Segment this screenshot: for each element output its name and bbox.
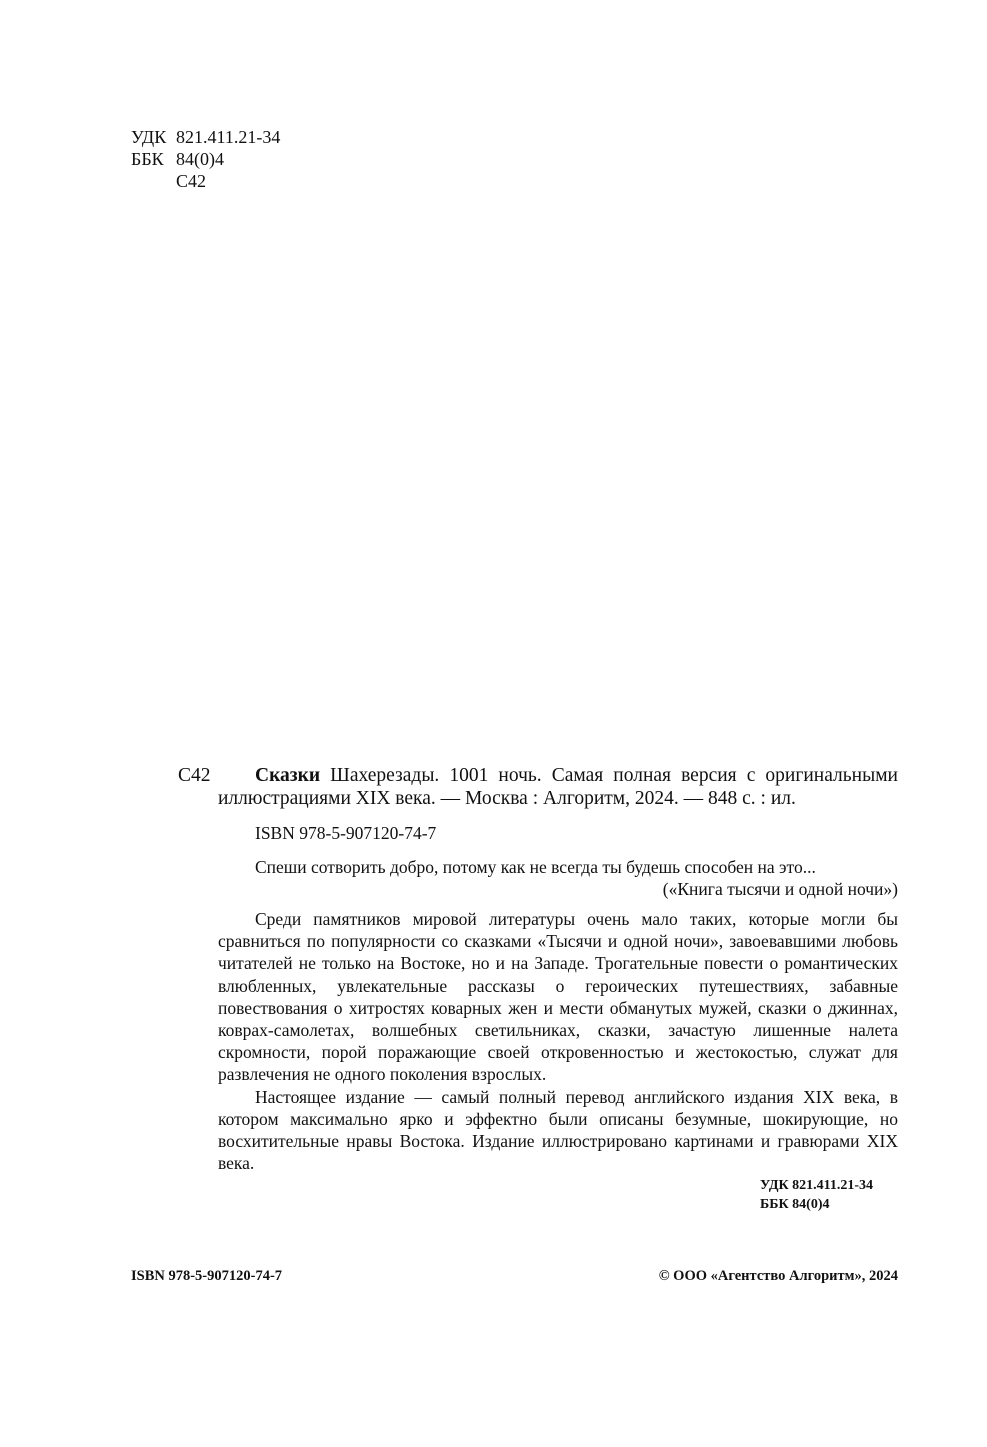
epigraph-text: Спеши сотворить добро, потому как не всегда ты будешь способен на это... [255,857,816,877]
top-classification [131,126,280,192]
annotation [218,908,898,1174]
annotation-paragraph: Среди памятников мировой литературы очень мало таких, которые могли бы сравниться по популярности со сказками «Тысячи и одной ночи», завоевавшими любовь читателей не только на Востоке, но и на Западе. Трогательные повести о романтических влюбленных, увлекательные рассказы о героических путешествиях, забавные повествования о хитростях коварных жен и мести обманутых мужей, сказки о джиннах, коврах-самолетах, волшебных светильниках, сказки, зачастую лишенные налета скромности, порой поражающие своей откровенностью и жестокостью, служат для развлечения не одного поколения взрослых. [218,909,898,1085]
bottom-udk: УДК 821.411.21-34 [760,1178,874,1193]
entry-title [218,764,898,810]
bottom-bbk: ББК 84(0)4 [760,1197,830,1212]
epigraph-source: («Книга тысячи и одной ночи») [662,879,898,899]
bottom-classification [760,1176,898,1214]
annotation-paragraph: Настоящее издание — самый полный перевод английского издания XIX века, в котором максимально ярко и эффектно были описаны безумные, шокирующие, но восхитительные нравы Востока. Издание иллюстрировано картинами и гравюрами XIX века. [218,1086,898,1174]
bbk-value: 84(0)4 [176,149,224,169]
entry-author-sign: С42 [178,765,211,786]
epigraph [255,856,898,900]
footer-isbn: ISBN 978-5-907120-74-7 [131,1268,283,1284]
bbk-row [131,148,280,170]
entry-title-rest: Шахерезады. 1001 ночь. Самая полная версия с оригинальными иллюстрациями XIX века. — Москва : Алгоритм, 2024. — 848 с. : ил. [218,765,898,809]
bbk-label: ББК [131,149,164,169]
footer-copyright: © ООО «Агентство Алгоритм», 2024 [658,1268,898,1284]
bibliographic-entry [178,764,898,810]
udk-value: 821.411.21-34 [176,127,281,147]
udk-label: УДК [131,127,167,147]
isbn-line: ISBN 978-5-907120-74-7 [255,823,437,843]
author-sign: С42 [176,171,207,191]
udk-row [131,126,280,148]
entry-title-bold: Сказки [255,765,321,786]
